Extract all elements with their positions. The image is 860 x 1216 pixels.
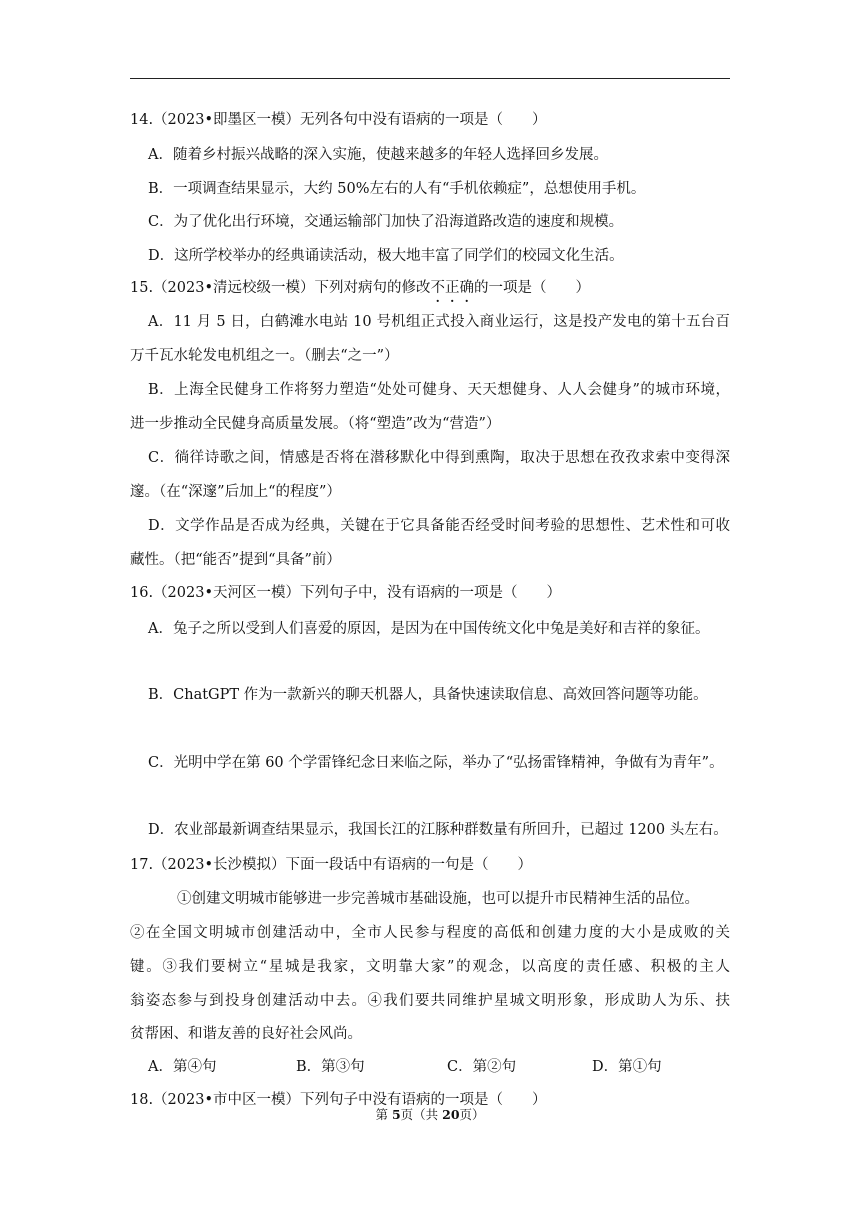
question-18-stem: 18.（2023•市中区一模）下列句子中没有语病的一项是（ ） — [130, 1092, 547, 1108]
question-15-stem — [130, 278, 591, 308]
q17-passage-line1: ①创建文明城市能够进一步完善城市基础设施，也可以提升市民精神生活的品位。 — [148, 891, 699, 907]
q15-option-a-line2: 万千瓦水轮发电机组之一。（删去“之一”） — [130, 348, 399, 364]
emphasis-char-3: 确 · — [459, 280, 475, 308]
q16-option-b: B．ChatGPT 作为一款新兴的聊天机器人，具备快速读取信息、高效回答问题等功能。 — [148, 687, 708, 703]
current-page-number: 5 — [391, 1107, 401, 1122]
q17-passage-line3: 键。③我们要树立“星城是我家，文明靠大家”的观念，以高度的责任感、积极的主人 — [130, 959, 730, 975]
q16-option-c: C．光明中学在第 60 个学雷锋纪念日来临之际，举办了“弘扬雷锋精神，争做有为青年”。 — [148, 755, 724, 771]
q16-option-a: A．兔子之所以受到人们喜爱的原因，是因为在中国传统文化中兔是美好和吉祥的象征。 — [148, 621, 710, 637]
q17-option-a: A．第④句 — [148, 1059, 217, 1075]
emphasis-char-2: 正 · — [445, 280, 460, 308]
q17-option-d: D．第①句 — [592, 1059, 662, 1075]
q17-passage-line5: 贫帮困、和谐友善的良好社会风尚。 — [130, 1026, 362, 1042]
q15-option-c-line1: C．徜徉诗歌之间，情感是否将在潜移默化中得到熏陶，取决于思想在孜孜求索中变得深 — [148, 450, 730, 466]
emphasis-char-1: 不 · — [430, 280, 446, 308]
question-17-stem: 17.（2023•长沙模拟）下面一段话中有语病的一句是（ ） — [130, 857, 533, 873]
q15-option-d-line2: 藏性。（把“能否”提到“具备”前） — [130, 552, 341, 568]
question-16-stem: 16.（2023•天河区一模）下列句子中，没有语病的一项是（ ） — [130, 585, 562, 601]
q14-option-b: B．一项调查结果显示，大约 50%左右的人有“手机依赖症”，总想使用手机。 — [148, 181, 646, 197]
q14-option-d: D．这所学校举办的经典诵读活动，极大地丰富了同学们的校园文化生活。 — [148, 248, 624, 264]
q17-options — [148, 1057, 730, 1077]
q17-option-c: C．第②句 — [447, 1059, 517, 1075]
q14-option-c: C．为了优化出行环境，交通运输部门加快了沿海道路改造的速度和规模。 — [148, 214, 624, 230]
page-footer: 第 5页（共 20页） — [375, 1107, 485, 1122]
q15-option-c-line2: 邃。（在“深邃”后加上“的程度”） — [130, 484, 341, 500]
q15-option-d-line1: D．文学作品是否成为经典，关键在于它具备能否经受时间考验的思想性、艺术性和可收 — [148, 518, 730, 534]
q16-option-d: D．农业部最新调查结果显示，我国长江的江豚种群数量有所回升，已超过 1200 头左右。 — [148, 822, 728, 838]
q17-passage-line2: ②在全国文明城市创建活动中，全市人民参与程度的高低和创建力度的大小是成败的关 — [130, 925, 730, 941]
header-rule — [130, 78, 730, 79]
total-page-number: 20 — [442, 1107, 460, 1122]
q15-option-b-line1: B．上海全民健身工作将努力塑造“处处可健身、天天想健身、人人会健身”的城市环境， — [148, 382, 730, 398]
q15-option-a-line1: A．11 月 5 日，白鹤滩水电站 10 号机组正式投入商业运行，这是投产发电的第十五台百 — [148, 314, 730, 330]
q15-stem-pre: 15.（2023•清远校级一模）下列对病句的修改 — [130, 280, 431, 296]
question-14-stem: 14.（2023•即墨区一模）无列各句中没有语病的一项是（ ） — [130, 112, 547, 128]
q17-passage-line4: 翁姿态参与到投身创建活动中去。④我们要共同维护星城文明形象，形成助人为乐、扶 — [130, 993, 730, 1009]
q14-option-a: A．随着乡村振兴战略的深入实施，使越来越多的年轻人选择回乡发展。 — [148, 147, 608, 163]
q15-stem-post: 的一项是（ ） — [474, 280, 591, 296]
q17-option-b: B．第③句 — [296, 1059, 365, 1075]
q15-option-b-line2: 进一步推动全民健身高质量发展。（将“塑造”改为“营造”） — [130, 416, 501, 432]
